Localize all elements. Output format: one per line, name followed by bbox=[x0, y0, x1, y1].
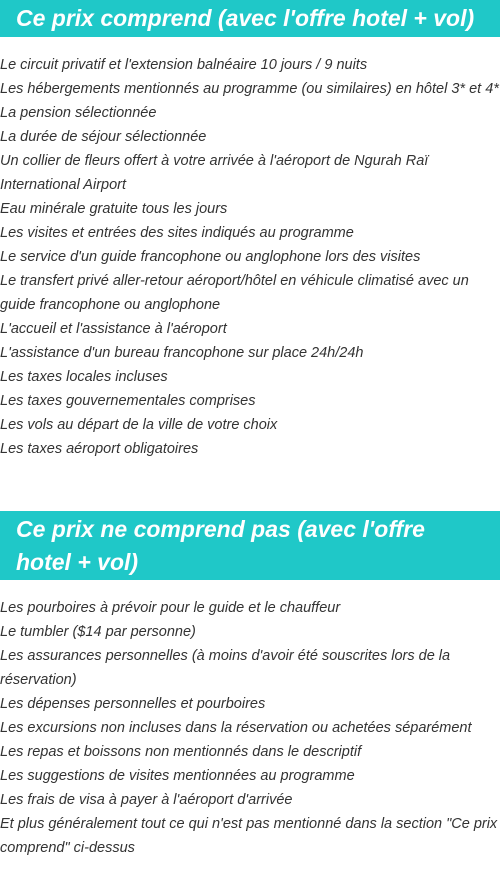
included-item: Les taxes aéroport obligatoires bbox=[0, 441, 199, 457]
excluded-item: Les suggestions de visites mentionnées au programme bbox=[0, 768, 355, 784]
excluded-section-title: Ce prix ne comprend pas (avec l'offre hotel + vol) bbox=[0, 511, 500, 580]
included-item: Eau minérale gratuite tous les jours bbox=[0, 201, 228, 217]
excluded-item: Les excursions non incluses dans la réservation ou achetées séparément bbox=[0, 720, 472, 736]
excluded-item: Les repas et boissons non mentionnés dans le descriptif bbox=[0, 744, 362, 760]
included-item: Les taxes locales incluses bbox=[0, 369, 168, 385]
included-list bbox=[0, 37, 500, 461]
included-item: L'accueil et l'assistance à l'aéroport bbox=[0, 321, 227, 337]
included-item: La durée de séjour sélectionnée bbox=[0, 129, 207, 145]
excluded-section bbox=[0, 511, 500, 860]
excluded-item: Les frais de visa à payer à l'aéroport d'arrivée bbox=[0, 792, 293, 808]
excluded-item: Le tumbler ($14 par personne) bbox=[0, 624, 196, 640]
included-item: Le transfert privé aller-retour aéroport/hôtel en véhicule climatisé avec un guide francophone ou anglophone bbox=[0, 273, 469, 313]
included-section-title: Ce prix comprend (avec l'offre hotel + vol) bbox=[0, 0, 500, 37]
included-item: Le service d'un guide francophone ou anglophone lors des visites bbox=[0, 249, 421, 265]
included-item: Un collier de fleurs offert à votre arrivée à l'aéroport de Ngurah Raï International Airport bbox=[0, 153, 429, 193]
included-item: Les vols au départ de la ville de votre choix bbox=[0, 417, 278, 433]
included-item: Les taxes gouvernementales comprises bbox=[0, 393, 256, 409]
excluded-item: Les assurances personnelles (à moins d'avoir été souscrites lors de la réservation) bbox=[0, 648, 451, 688]
section-spacer bbox=[0, 461, 500, 511]
included-item: L'assistance d'un bureau francophone sur place 24h/24h bbox=[0, 345, 364, 361]
excluded-list bbox=[0, 580, 500, 860]
included-item: Le circuit privatif et l'extension balnéaire 10 jours / 9 nuits bbox=[0, 57, 368, 73]
excluded-item: Les dépenses personnelles et pourboires bbox=[0, 696, 266, 712]
included-item: La pension sélectionnée bbox=[0, 105, 157, 121]
excluded-item: Les pourboires à prévoir pour le guide et le chauffeur bbox=[0, 600, 341, 616]
included-item: Les hébergements mentionnés au programme (ou similaires) en hôtel 3* et 4* bbox=[0, 81, 499, 97]
excluded-item: Et plus généralement tout ce qui n'est pas mentionné dans la section "Ce prix comprend" ci-dessus bbox=[0, 816, 498, 856]
included-item: Les visites et entrées des sites indiqués au programme bbox=[0, 225, 354, 241]
